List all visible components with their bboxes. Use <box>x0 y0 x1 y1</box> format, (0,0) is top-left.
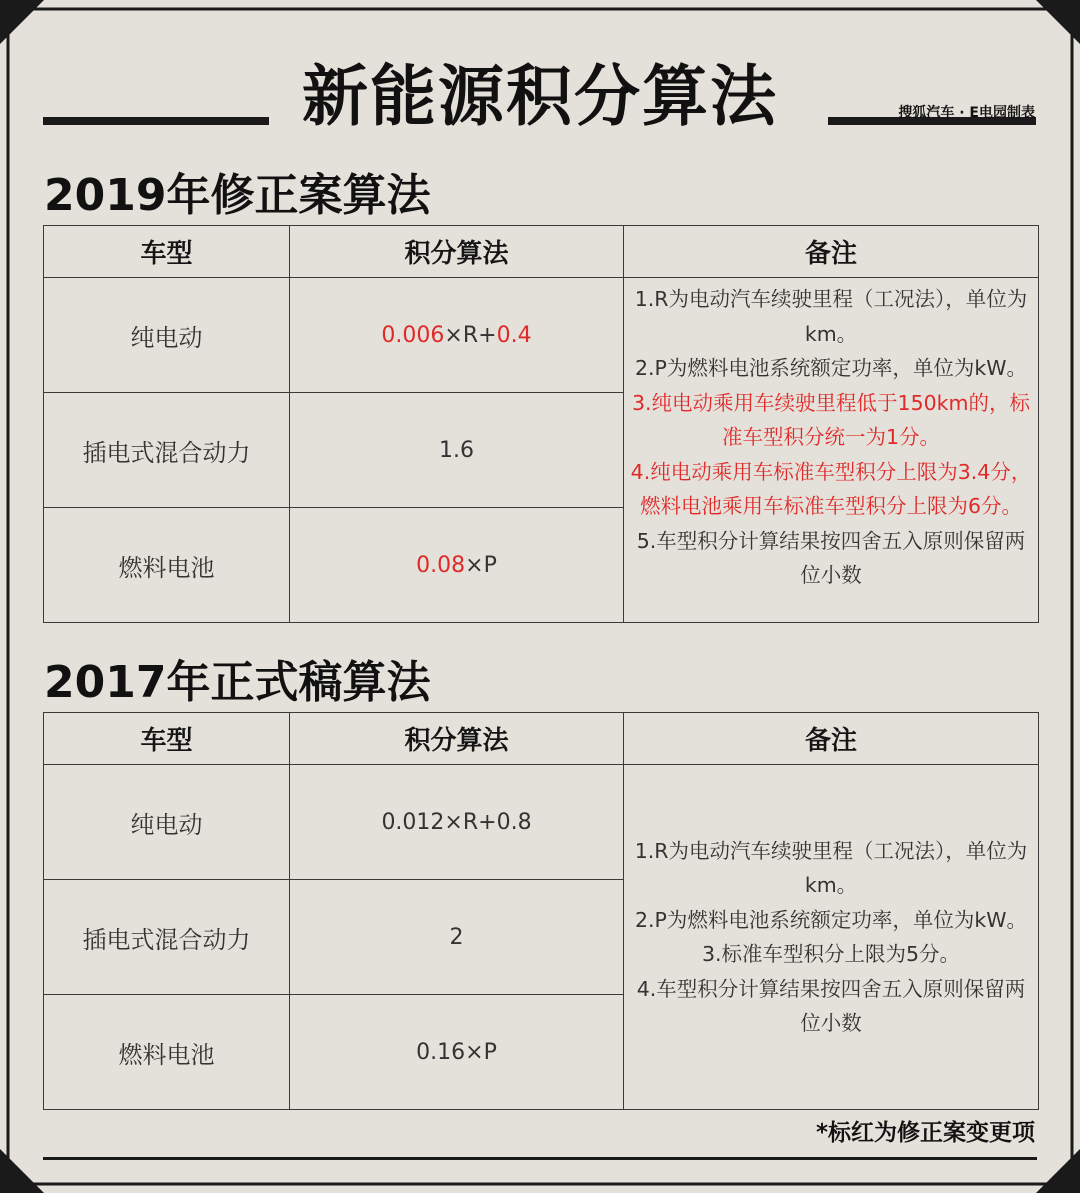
page-title: 新能源积分算法 <box>302 58 778 135</box>
formula-cell: 0.16×P <box>290 995 624 1110</box>
formula-coefficient: 0.006 <box>381 322 445 348</box>
formula-variable: R+ <box>462 322 497 348</box>
type-cell: 燃料电池 <box>44 508 290 623</box>
credit-label: 搜狐汽车 · E电园制表 <box>898 105 1035 121</box>
table-header-row <box>44 713 1039 765</box>
table-row <box>44 765 1039 880</box>
header-formula: 积分算法 <box>290 226 624 278</box>
note-line-changed: 3.纯电动乘用车续驶里程低于150km的，标 <box>631 390 1031 415</box>
type-cell: 燃料电池 <box>44 995 290 1110</box>
note-line-changed: 4.纯电动乘用车标准车型积分上限为3.4分， <box>630 459 1032 484</box>
section-title-2019: 2019年修正案算法 <box>44 170 431 221</box>
table-row <box>44 278 1039 393</box>
note-line-changed: 准车型积分统一为1分。 <box>721 425 941 449</box>
type-cell: 插电式混合动力 <box>44 393 290 508</box>
formula-cell: 1.6 <box>290 393 624 508</box>
type-cell: 纯电动 <box>44 278 290 393</box>
type-cell: 插电式混合动力 <box>44 880 290 995</box>
header-type: 车型 <box>44 713 290 765</box>
note-line: km。 <box>804 321 858 346</box>
section-title-2017: 2017年正式稿算法 <box>44 657 431 708</box>
note-line: km。 <box>804 873 858 897</box>
times-sign: × <box>465 552 484 578</box>
header-formula: 积分算法 <box>290 713 624 765</box>
note-line: 2.P为燃料电池系统额定功率，单位为kW。 <box>634 907 1028 932</box>
formula-constant: 0.4 <box>496 322 532 348</box>
note-line: 2.P为燃料电池系统额定功率，单位为kW。 <box>634 356 1028 380</box>
table-2017 <box>43 712 1039 1110</box>
note-line: 1.R为电动汽车续驶里程（工况法），单位为 <box>634 287 1028 311</box>
notes-cell <box>624 278 1039 623</box>
header-notes: 备注 <box>624 226 1039 278</box>
type-cell: 纯电动 <box>44 765 290 880</box>
note-line: 4.车型积分计算结果按四舍五入原则保留两 <box>636 976 1026 1001</box>
table-2019 <box>43 225 1039 623</box>
formula-cell: 2 <box>290 880 624 995</box>
note-line: 位小数 <box>800 1011 862 1035</box>
footnote: *标红为修正案变更项 <box>815 1120 1035 1146</box>
formula-cell <box>290 278 624 393</box>
formula-cell: 0.012×R+0.8 <box>290 765 624 880</box>
note-line-changed: 燃料电池乘用车标准车型积分上限为6分。 <box>639 494 1023 518</box>
formula-coefficient: 0.08 <box>416 552 466 578</box>
table-header-row <box>44 226 1039 278</box>
note-line: 位小数 <box>800 563 862 587</box>
header-type: 车型 <box>44 226 290 278</box>
note-line: 5.车型积分计算结果按四舍五入原则保留两 <box>636 528 1026 553</box>
times-sign: × <box>444 322 463 348</box>
note-line: 3.标准车型积分上限为5分。 <box>701 942 961 966</box>
formula-cell <box>290 508 624 623</box>
formula-variable: P <box>483 552 497 578</box>
header-notes: 备注 <box>624 713 1039 765</box>
note-line: 1.R为电动汽车续驶里程（工况法），单位为 <box>634 838 1028 863</box>
bottom-rule <box>43 1157 1037 1160</box>
notes-cell <box>624 765 1039 1110</box>
